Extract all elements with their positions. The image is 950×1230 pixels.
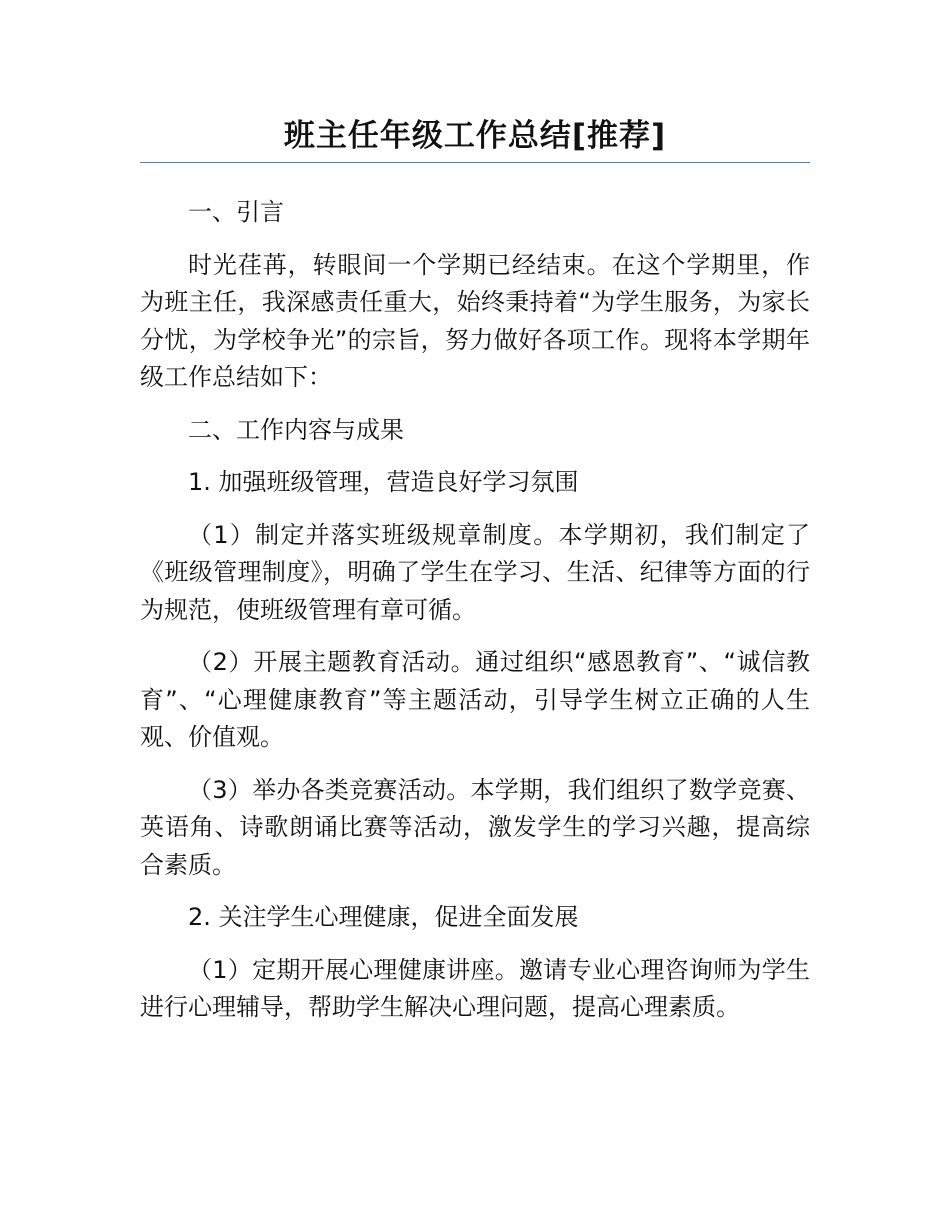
paragraph-item-3: （3）举办各类竞赛活动。本学期，我们组织了数学竞赛、英语角、诗歌朗诵比赛等活动，激发学生的学习兴趣，提高综合素质。	[140, 775, 810, 879]
title-underline	[140, 162, 810, 163]
document-title: 班主任年级工作总结[推荐]	[283, 118, 667, 154]
section-heading-work: 二、工作内容与成果	[188, 415, 404, 444]
document-body	[140, 194, 810, 1042]
section-heading-intro: 一、引言	[188, 198, 284, 226]
subsection-heading-class-management: 1. 加强班级管理，营造良好学习氛围	[188, 468, 579, 496]
paragraph-item-2: （2）开展主题教育活动。通过组织“感恩教育”、“诚信教育”、“心理健康教育”等主题活动，引导学生树立正确的人生观、价值观。	[140, 648, 810, 751]
subsection-heading-mental-health: 2. 关注学生心理健康，促进全面发展	[188, 903, 579, 931]
paragraph-item-4: （1）定期开展心理健康讲座。邀请专业心理咨询师为学生进行心理辅导，帮助学生解决心理问题，提高心理素质。	[140, 955, 810, 1021]
paragraph-intro: 时光荏苒，转眼间一个学期已经结束。在这个学期里，作为班主任，我深感责任重大，始终秉持着“为学生服务，为家长分忧，为学校争光”的宗旨，努力做好各项工作。现将本学期年级工作总结如下：	[140, 250, 810, 391]
paragraph-item-1: （1）制定并落实班级规章制度。本学期初，我们制定了《班级管理制度》，明确了学生在学习、生活、纪律等方面的行为规范，使班级管理有章可循。	[140, 520, 810, 624]
